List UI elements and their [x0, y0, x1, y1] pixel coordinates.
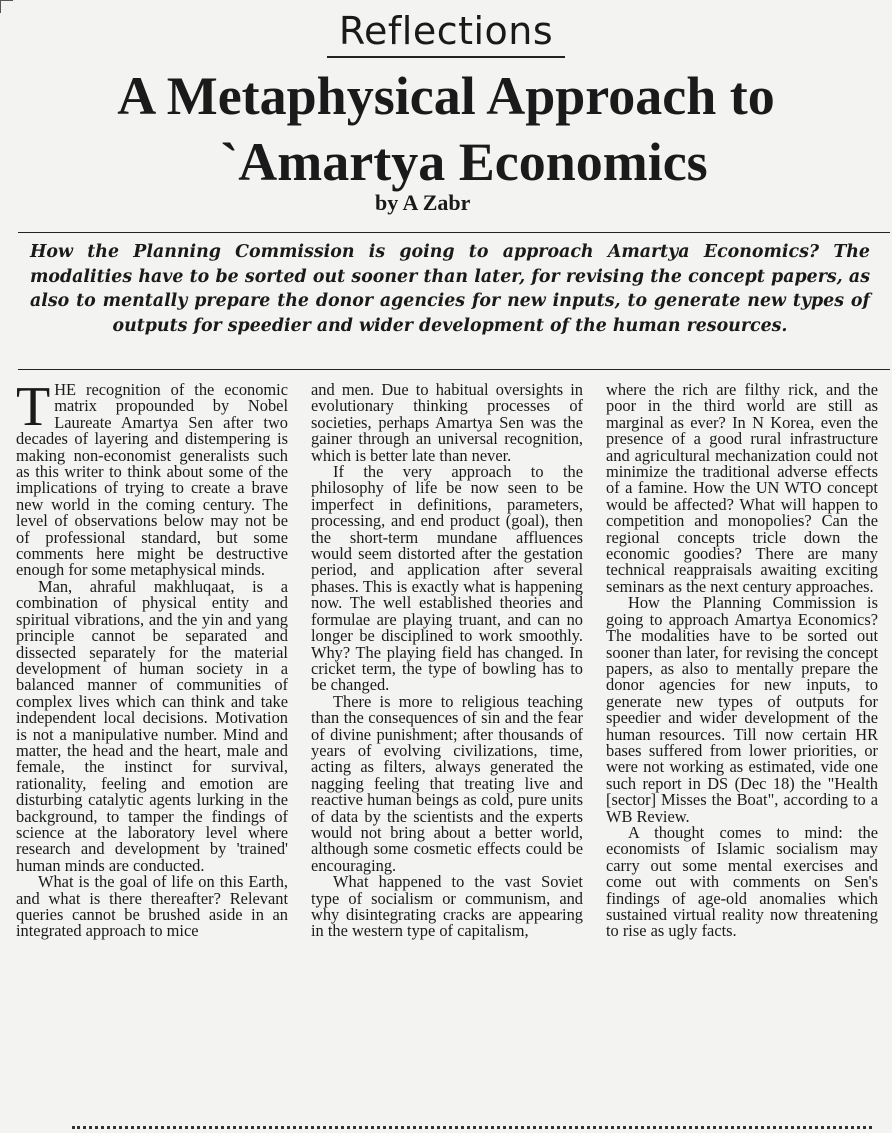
paragraph: and men. Due to habitual oversights in evolutionary thinking processes of societies, perhaps Amartya Sen was the gainer through an universal recognition, which is better late than never.: [311, 382, 583, 465]
kicker-label: Reflections: [327, 8, 565, 58]
paragraph: What is the goal of life on this Earth, and what is there thereafter? Relevant queries cannot be brushed aside in an integrated approach to mice: [16, 872, 288, 941]
paragraph: What happened to the vast Soviet type of socialism or communism, and why disintegrating cracks are appearing in the western type of capitalism,: [311, 872, 583, 941]
section-kicker: [0, 8, 892, 58]
body-column-2: [311, 382, 583, 1120]
body-column-1: [16, 382, 288, 1120]
headline-line-2: `Amartya Economics: [220, 132, 708, 192]
paragraph: [16, 382, 288, 579]
standfirst-top-rule: [18, 232, 890, 233]
paragraph-text: HE recognition of the economic matrix propounded by Nobel Laureate Amartya Sen after two decades of layering and distempering is making non-economist generalists such as this writer to think about some of the implications of trying to create a brave new world in the coming century. The level of observations below may not be of professional standard, but some comments here might be destructive enough for some metaphysical minds.: [16, 382, 288, 580]
paragraph: where the rich are filthy rick, and the poor in the third world are still as marginal as ever? In N Korea, even the presence of a good rural infrastructure and agricultural mechanization could not minimize the traditional adverse effects of a famine. How the UN WTO concept would be affected? What will happen to competition and monopolies? Can the regional concepts tricle down the economic goodies? There are many technical reappraisals awaiting exciting seminars as the next century approaches.: [606, 382, 878, 596]
paragraph: Man, ahraful makhluqaat, is a combination of physical entity and spiritual vibrations, and the yin and yang principle cannot be separated and dissected separately for the material development of human society in a balanced manner of communities of complex lives which can think and take independent local decisions. Motivation is not a manipulative number. Mind and matter, the head and the heart, male and female, the instinct for survival, rationality, feeling and emotion are disturbing catalytic agents lurking in the background, to tamper the findings of science at the laboratory level where research and development by 'trained' human minds are conducted.: [16, 576, 288, 875]
body-column-3: [606, 382, 878, 1120]
headline-line-1: A Metaphysical Approach to: [117, 66, 775, 126]
standfirst: How the Planning Commission is going to approach Amartya Economics? The modalities have to be sorted out sooner than later, for revising the concept papers, as also to mentally prepare the donor agencies for new inputs, to generate new types of outputs for speedier and wider development of the human resources.: [30, 242, 870, 336]
paragraph: A thought comes to mind: the economists of Islamic socialism may carry out some mental exercises and come out with comments on Sen's findings of age-old anomalies which sustained virtual reality now threatening to rise as ugly facts.: [606, 822, 878, 941]
footer-dotted-rule: [72, 1126, 872, 1129]
paragraph: There is more to religious teaching than the consequences of sin and the fear of divine punishment; after thousands of years of evolving civilizations, time, acting as filters, always generated the nagging feeling that treating live and reactive human beings as cold, pure units of data by the scientists and the experts would not bring about a better world, although some cosmetic effects could be encouraging.: [311, 691, 583, 875]
drop-cap: T: [16, 382, 51, 438]
standfirst-bottom-rule: [18, 369, 890, 370]
paragraph: How the Planning Commission is going to approach Amartya Economics? The modalities have to be sorted out sooner than later, for revising the concept papers, as also to mentally prepare the donor agencies for new inputs, to generate new types of outputs for speedier and wider development of the human resources. Till now certain HR bases suffered from lower priorities, or were not working as estimated, vide one such report in DS (Dec 18) the "Health [sector] Misses the Boat", according to a WB Review.: [606, 593, 878, 826]
byline: by A Zabr: [375, 190, 471, 215]
paragraph: If the very approach to the philosophy of life be now seen to be imperfect in definitions, parameters, processing, and end product (goal), then the short-term mundane affluences would seem distorted after the gestation period, and application after several phases. This is exactly what is happening now. The well established theories and formulae are playing truant, and can no longer be disciplined to work smoothly. Why? The playing field has changed. In cricket term, the type of bowling has to be changed.: [311, 462, 583, 695]
